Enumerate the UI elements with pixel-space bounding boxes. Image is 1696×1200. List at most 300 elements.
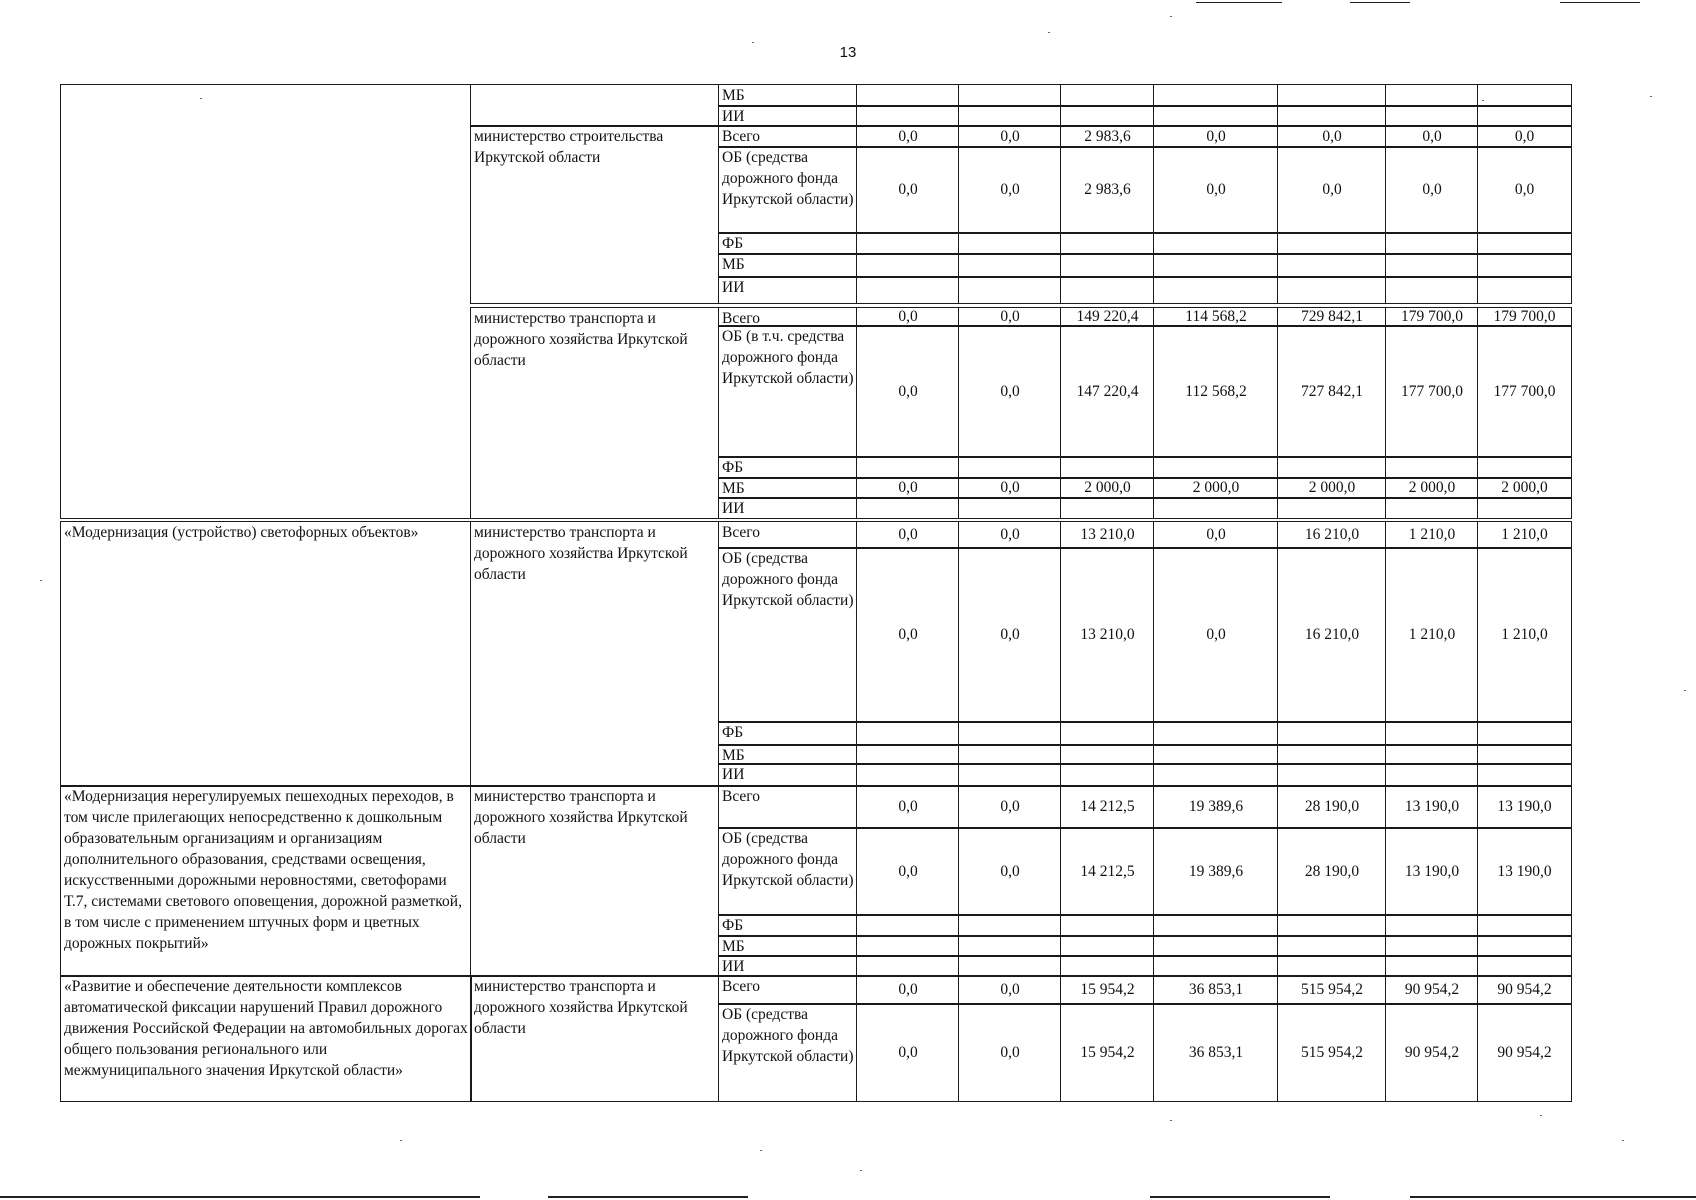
value-4: 19 389,6 — [1188, 798, 1244, 815]
value-cell — [856, 721, 959, 746]
value-5 — [1278, 85, 1386, 106]
value-cell — [1277, 105, 1386, 127]
value-cell — [1060, 914, 1154, 937]
value-5 — [1278, 106, 1386, 126]
value-1 — [857, 457, 959, 478]
value-cell — [1477, 497, 1572, 519]
value-cell — [1477, 955, 1572, 977]
value-cell — [1385, 325, 1478, 458]
agency-cell — [470, 125, 719, 304]
value-cell — [1277, 935, 1386, 957]
value-1 — [857, 764, 959, 786]
value-6 — [1386, 457, 1478, 478]
value-cell — [1385, 477, 1478, 499]
value-cell — [958, 521, 1061, 549]
value-cell — [1477, 84, 1572, 107]
value-6 — [1386, 936, 1478, 956]
value-7: 90 954,2 — [1497, 1043, 1552, 1061]
value-cell — [856, 307, 959, 327]
value-6: 0,0 — [1422, 181, 1442, 198]
value-7: 2 000,0 — [1501, 479, 1548, 496]
value-1: 0,0 — [898, 981, 918, 998]
value-cell — [1153, 914, 1278, 937]
value-4: 2 000,0 — [1192, 479, 1240, 496]
value-4 — [1154, 745, 1278, 764]
funding-source-cell — [718, 477, 857, 499]
funding-source-label: ИИ — [722, 500, 745, 517]
value-3 — [1061, 254, 1154, 277]
value-5: 727 842,1 — [1301, 382, 1363, 400]
value-6: 13 190,0 — [1404, 798, 1460, 815]
value-7: 13 190,0 — [1497, 798, 1552, 815]
value-cell — [1385, 827, 1478, 916]
value-1 — [857, 745, 959, 764]
agency-name: министерство транспорта и дорожного хозяйства Иркутской области — [474, 978, 688, 1037]
value-5 — [1278, 915, 1386, 936]
scan-speck — [752, 42, 754, 43]
value-1 — [857, 85, 959, 106]
value-2: 0,0 — [1000, 382, 1020, 400]
value-6 — [1386, 254, 1478, 277]
value-1: 0,0 — [898, 181, 918, 198]
value-7: 0,0 — [1514, 127, 1535, 145]
scan-artifact — [548, 1196, 748, 1198]
value-6: 90 954,2 — [1404, 1043, 1460, 1061]
value-1: 0,0 — [898, 862, 918, 880]
value-cell — [1477, 125, 1572, 148]
value-cell — [1477, 547, 1572, 723]
value-cell — [856, 1003, 959, 1102]
value-cell — [1477, 1003, 1572, 1102]
value-3 — [1061, 85, 1154, 106]
value-5: 0,0 — [1322, 181, 1342, 198]
value-7 — [1478, 915, 1571, 936]
funding-source-cell — [718, 325, 857, 458]
value-cell — [1385, 521, 1478, 549]
value-2 — [959, 745, 1061, 764]
value-cell — [1060, 276, 1154, 304]
value-2: 0,0 — [1000, 526, 1020, 543]
value-cell — [1385, 105, 1478, 127]
scan-artifact — [1350, 2, 1410, 3]
value-7 — [1478, 457, 1571, 478]
value-6: 177 700,0 — [1401, 382, 1463, 400]
scan-speck — [1170, 16, 1172, 17]
value-cell — [958, 497, 1061, 519]
value-6: 13 190,0 — [1404, 862, 1460, 880]
value-6 — [1386, 106, 1478, 126]
value-cell — [1277, 232, 1386, 255]
scan-speck — [760, 1150, 762, 1151]
funding-source-cell — [718, 497, 857, 519]
funding-source-label: Всего — [722, 524, 761, 541]
scan-artifact — [1196, 2, 1282, 3]
value-4: 0,0 — [1206, 181, 1226, 198]
value-cell — [1060, 84, 1154, 107]
value-1 — [857, 936, 959, 956]
value-6 — [1386, 764, 1478, 786]
value-5 — [1278, 722, 1386, 745]
value-cell — [1060, 785, 1154, 829]
value-1: 0,0 — [898, 127, 918, 145]
value-6: 2 000,0 — [1408, 479, 1456, 496]
value-6 — [1386, 85, 1478, 106]
value-4 — [1154, 936, 1278, 956]
value-cell — [958, 456, 1061, 479]
value-cell — [856, 253, 959, 278]
value-2: 0,0 — [1000, 798, 1020, 815]
value-2 — [959, 956, 1061, 976]
value-cell — [1060, 721, 1154, 746]
value-cell — [1385, 125, 1478, 148]
value-4: 0,0 — [1206, 526, 1226, 543]
value-cell — [1477, 477, 1572, 499]
value-cell — [1477, 721, 1572, 746]
value-cell — [1277, 497, 1386, 519]
value-cell — [1060, 125, 1154, 148]
value-4 — [1154, 233, 1278, 254]
value-1 — [857, 956, 959, 976]
value-2: 0,0 — [1000, 626, 1020, 643]
value-1: 0,0 — [898, 526, 918, 543]
value-3 — [1061, 936, 1154, 956]
value-2 — [959, 457, 1061, 478]
value-3: 13 210,0 — [1080, 526, 1135, 543]
value-cell — [958, 914, 1061, 937]
value-6: 1 210,0 — [1408, 626, 1456, 643]
value-2: 0,0 — [1000, 479, 1020, 496]
value-cell — [958, 307, 1061, 327]
value-cell — [1477, 763, 1572, 787]
funding-source-cell — [718, 105, 857, 127]
measure-title-cell — [60, 975, 472, 1102]
funding-source-label: ИИ — [722, 108, 745, 125]
value-3 — [1061, 722, 1154, 745]
value-cell — [856, 125, 959, 148]
value-cell — [1385, 232, 1478, 255]
value-cell — [1060, 547, 1154, 723]
value-7 — [1478, 233, 1571, 254]
value-cell — [1385, 721, 1478, 746]
agency-name: министерство транспорта и дорожного хозяйства Иркутской области — [474, 788, 688, 847]
value-cell — [1477, 276, 1572, 304]
value-cell — [1153, 497, 1278, 519]
funding-source-cell — [718, 146, 857, 234]
value-2: 0,0 — [1000, 1043, 1020, 1061]
scan-speck — [1622, 1140, 1624, 1141]
value-cell — [1385, 253, 1478, 278]
value-7 — [1478, 956, 1571, 976]
value-2: 0,0 — [1000, 127, 1020, 145]
agency-cell — [470, 975, 719, 1102]
scan-speck — [400, 1140, 402, 1141]
value-6 — [1386, 956, 1478, 976]
value-cell — [856, 276, 959, 304]
value-cell — [1153, 785, 1278, 829]
value-cell — [1060, 456, 1154, 479]
value-cell — [1385, 456, 1478, 479]
value-cell — [1060, 935, 1154, 957]
funding-source-label: ИИ — [722, 766, 745, 783]
value-cell — [958, 827, 1061, 916]
value-cell — [958, 125, 1061, 148]
value-5 — [1278, 956, 1386, 976]
value-6 — [1386, 745, 1478, 764]
value-cell — [1153, 276, 1278, 304]
value-5 — [1278, 936, 1386, 956]
value-3 — [1061, 915, 1154, 936]
measure-title: «Модернизация нерегулируемых пешеходных переходов, в том числе прилегающих непосредственно к дошкольным образовательным организациям и организациям дополнительного образования, средствами освещения, искусственными дорожными неровностями, светофорами Т.7, системами светового оповещения, дорожной разметкой, в том числе с применением штучных форм и цветных дорожных покрытий» — [64, 788, 462, 952]
page-number: 13 — [839, 44, 857, 61]
value-4 — [1154, 457, 1278, 478]
funding-source-label: ИИ — [722, 279, 745, 296]
value-5 — [1278, 457, 1386, 478]
measure-title-cell — [60, 521, 471, 787]
value-cell — [1477, 105, 1572, 127]
value-cell — [958, 935, 1061, 957]
value-4 — [1154, 956, 1278, 976]
value-6 — [1386, 722, 1478, 745]
value-cell — [1153, 721, 1278, 746]
value-7 — [1478, 254, 1571, 277]
value-4 — [1154, 498, 1278, 518]
scan-speck — [1540, 1115, 1542, 1116]
scan-artifact — [1150, 1196, 1330, 1198]
value-cell — [1277, 744, 1386, 765]
value-2: 0,0 — [1000, 981, 1020, 998]
value-cell — [856, 497, 959, 519]
funding-source-cell — [718, 456, 857, 479]
value-cell — [1153, 307, 1278, 327]
funding-source-label: ИИ — [722, 958, 745, 975]
funding-source-label: ФБ — [722, 459, 744, 476]
value-7 — [1478, 745, 1571, 764]
agency-name: министерство транспорта и дорожного хозяйства Иркутской области — [474, 524, 688, 583]
funding-source-cell — [718, 763, 857, 787]
value-7 — [1478, 936, 1571, 956]
value-cell — [1385, 914, 1478, 937]
value-cell — [856, 763, 959, 787]
funding-source-cell — [718, 1003, 857, 1102]
value-3 — [1061, 277, 1154, 303]
value-cell — [1385, 975, 1478, 1005]
value-cell — [1153, 827, 1278, 916]
value-3: 14 212,5 — [1080, 798, 1135, 815]
value-cell — [958, 253, 1061, 278]
value-7 — [1478, 498, 1571, 518]
value-cell — [1477, 232, 1572, 255]
value-cell — [1060, 975, 1154, 1005]
value-3: 2 983,6 — [1084, 181, 1131, 198]
value-2 — [959, 233, 1061, 254]
value-cell — [1277, 721, 1386, 746]
funding-source-cell — [718, 785, 857, 829]
value-5 — [1278, 254, 1386, 277]
value-cell — [856, 744, 959, 765]
value-1: 0,0 — [898, 798, 918, 815]
value-cell — [958, 232, 1061, 255]
value-4 — [1154, 106, 1278, 126]
value-cell — [958, 105, 1061, 127]
value-cell — [1385, 497, 1478, 519]
value-cell — [1060, 325, 1154, 458]
value-4 — [1154, 915, 1278, 936]
value-cell — [856, 477, 959, 499]
funding-source-label: ОБ (в т.ч. средства дорожного фонда Иркутской области) — [722, 328, 854, 387]
value-1 — [857, 722, 959, 745]
value-cell — [856, 827, 959, 916]
value-5: 729 842,1 — [1301, 308, 1363, 325]
value-cell — [1153, 477, 1278, 499]
value-5 — [1278, 277, 1386, 303]
value-3: 13 210,0 — [1080, 626, 1135, 643]
value-cell — [1277, 547, 1386, 723]
value-3 — [1061, 233, 1154, 254]
value-1 — [857, 254, 959, 277]
value-3: 2 000,0 — [1084, 479, 1131, 496]
value-cell — [958, 785, 1061, 829]
measure-title: «Развитие и обеспечение деятельности комплексов автоматической фиксации нарушений Правил дорожного движения Российской Федерации на автомобильных дорогах общего пользования регионального или межмуниципального значения Иркутской области» — [64, 978, 468, 1079]
value-1 — [857, 277, 959, 303]
value-cell — [1277, 325, 1386, 458]
value-2 — [959, 722, 1061, 745]
value-cell — [1277, 914, 1386, 937]
funding-source-cell — [718, 125, 857, 148]
value-1 — [857, 233, 959, 254]
funding-source-cell — [718, 232, 857, 255]
value-3: 15 954,2 — [1080, 981, 1135, 998]
value-4: 36 853,1 — [1188, 1043, 1244, 1061]
value-4: 0,0 — [1206, 127, 1226, 145]
value-4: 0,0 — [1206, 626, 1226, 643]
value-cell — [1277, 521, 1386, 549]
value-cell — [958, 477, 1061, 499]
value-cell — [1060, 744, 1154, 765]
value-cell — [856, 105, 959, 127]
value-7 — [1478, 106, 1571, 126]
scan-speck — [1684, 690, 1686, 691]
scan-speck — [1650, 96, 1652, 97]
value-cell — [1477, 975, 1572, 1005]
funding-source-cell — [718, 276, 857, 304]
value-5: 28 190,0 — [1304, 798, 1360, 815]
scan-speck — [40, 580, 42, 581]
value-6: 1 210,0 — [1408, 526, 1456, 543]
funding-source-cell — [718, 827, 857, 916]
value-cell — [958, 84, 1061, 107]
funding-source-cell — [718, 84, 857, 107]
value-cell — [1153, 521, 1278, 549]
value-cell — [1477, 935, 1572, 957]
value-3 — [1061, 956, 1154, 976]
value-6: 0,0 — [1422, 127, 1442, 145]
value-5: 0,0 — [1322, 127, 1342, 145]
value-cell — [1385, 763, 1478, 787]
value-6 — [1386, 915, 1478, 936]
value-cell — [856, 914, 959, 937]
value-cell — [1277, 955, 1386, 977]
funding-source-cell — [718, 253, 857, 278]
funding-source-label: МБ — [722, 747, 745, 764]
value-1: 0,0 — [898, 1043, 918, 1061]
value-2 — [959, 764, 1061, 786]
value-cell — [958, 1003, 1061, 1102]
agency-cell — [470, 307, 719, 519]
value-cell — [1060, 253, 1154, 278]
value-cell — [1153, 1003, 1278, 1102]
value-cell — [856, 975, 959, 1005]
value-7: 13 190,0 — [1497, 862, 1552, 880]
value-cell — [1385, 744, 1478, 765]
funding-source-label: МБ — [722, 480, 745, 497]
value-6 — [1386, 498, 1478, 518]
funding-source-cell — [718, 547, 857, 723]
value-cell — [1277, 84, 1386, 107]
value-cell — [856, 785, 959, 829]
value-cell — [958, 975, 1061, 1005]
value-4 — [1154, 764, 1278, 786]
value-1 — [857, 106, 959, 126]
value-3: 149 220,4 — [1076, 308, 1139, 325]
value-cell — [1477, 827, 1572, 916]
value-cell — [1277, 146, 1386, 234]
value-3: 2 983,6 — [1084, 127, 1131, 145]
value-5 — [1278, 233, 1386, 254]
scan-speck — [860, 1170, 862, 1171]
value-2 — [959, 915, 1061, 936]
value-cell — [1385, 935, 1478, 957]
value-cell — [1277, 827, 1386, 916]
value-4: 19 389,6 — [1188, 862, 1244, 880]
value-3: 147 220,4 — [1076, 382, 1139, 400]
value-7 — [1478, 277, 1571, 303]
value-5: 515 954,2 — [1301, 981, 1363, 998]
value-cell — [1060, 146, 1154, 234]
value-cell — [1153, 253, 1278, 278]
scan-speck — [1170, 1120, 1172, 1121]
scan-speck — [200, 98, 202, 99]
value-cell — [1060, 1003, 1154, 1102]
value-2 — [959, 106, 1061, 126]
value-cell — [856, 232, 959, 255]
value-5: 16 210,0 — [1304, 526, 1360, 543]
value-7: 179 700,0 — [1493, 308, 1556, 325]
value-2: 0,0 — [1000, 181, 1020, 198]
funding-source-cell — [718, 955, 857, 977]
funding-source-label: МБ — [722, 938, 745, 955]
value-cell — [1153, 84, 1278, 107]
value-6 — [1386, 277, 1478, 303]
value-cell — [1153, 105, 1278, 127]
value-cell — [958, 744, 1061, 765]
value-cell — [1153, 744, 1278, 765]
value-7: 90 954,2 — [1497, 981, 1552, 998]
value-cell — [1477, 146, 1572, 234]
value-cell — [1277, 785, 1386, 829]
value-cell — [958, 763, 1061, 787]
agency-cell — [470, 84, 719, 127]
value-cell — [1385, 1003, 1478, 1102]
value-3 — [1061, 106, 1154, 126]
value-cell — [1153, 456, 1278, 479]
value-6: 179 700,0 — [1401, 308, 1463, 325]
value-cell — [1060, 827, 1154, 916]
value-cell — [1277, 763, 1386, 787]
agency-cell — [470, 521, 719, 787]
value-cell — [1385, 84, 1478, 107]
funding-source-label: ФБ — [722, 917, 744, 934]
value-cell — [856, 935, 959, 957]
